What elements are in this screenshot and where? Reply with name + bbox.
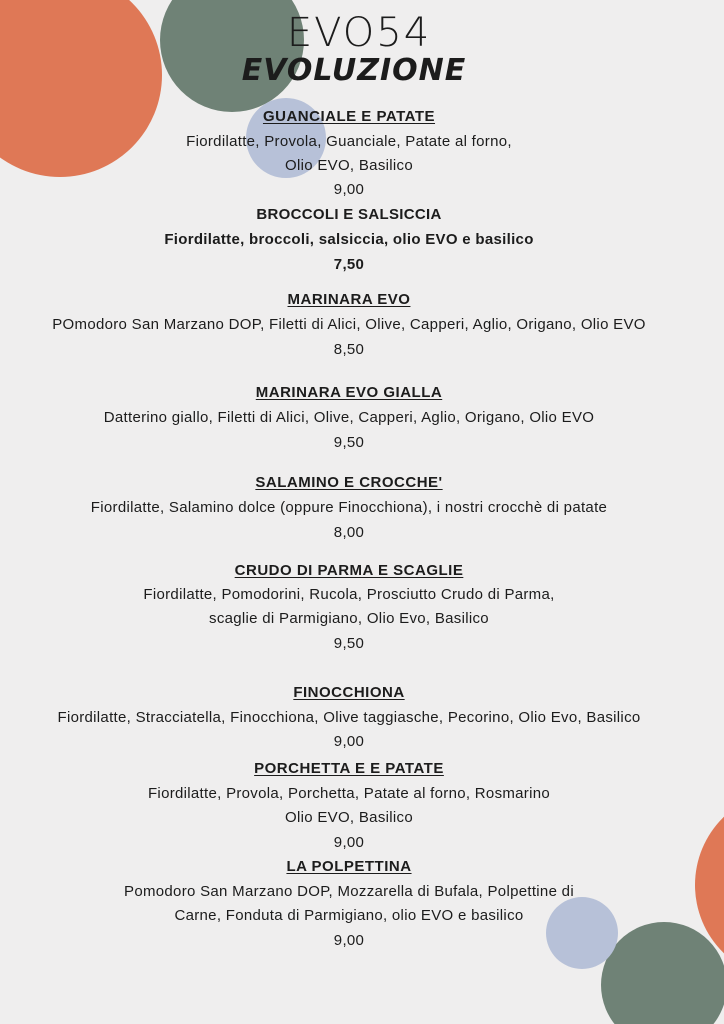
item-description: Fiordilatte, Provola, Guanciale, Patate al forno, bbox=[186, 133, 512, 150]
item-title: FINOCCHIONA bbox=[293, 684, 405, 701]
item-price: 9,00 bbox=[333, 733, 365, 750]
item-price: 7,50 bbox=[333, 256, 365, 273]
item-description: Olio EVO, Basilico bbox=[285, 809, 413, 826]
item-description: Pomodoro San Marzano DOP, Mozzarella di Bufala, Polpettine di bbox=[124, 883, 574, 900]
item-title: BROCCOLI E SALSICCIA bbox=[256, 206, 442, 223]
item-price: 8,00 bbox=[333, 524, 365, 541]
item-price: 9,00 bbox=[333, 834, 365, 851]
item-title: GUANCIALE E PATATE bbox=[262, 108, 436, 125]
item-price: 9,00 bbox=[333, 932, 365, 949]
item-description: Fiordilatte, Provola, Porchetta, Patate al forno, Rosmarino bbox=[147, 785, 551, 802]
item-description: Datterino giallo, Filetti di Alici, Olive, Capperi, Aglio, Origano, Olio EVO bbox=[103, 409, 595, 426]
logo: EVO54 bbox=[286, 10, 432, 56]
item-price: 9,50 bbox=[333, 434, 365, 451]
item-title: CRUDO DI PARMA E SCAGLIE bbox=[234, 562, 464, 579]
item-price: 9,50 bbox=[333, 635, 365, 652]
item-description: Fiordilatte, Stracciatella, Finocchiona, Olive taggiasche, Pecorino, Olio Evo, Basilico bbox=[57, 709, 641, 726]
item-description: POmodoro San Marzano DOP, Filetti di Alici, Olive, Capperi, Aglio, Origano, Olio EVO bbox=[52, 316, 646, 333]
item-price: 8,50 bbox=[333, 341, 365, 358]
item-title: SALAMINO E CROCCHE' bbox=[255, 474, 443, 491]
item-title: PORCHETTA E E PATATE bbox=[254, 760, 444, 777]
item-price: 9,00 bbox=[333, 181, 365, 198]
item-description: Fiordilatte, Pomodorini, Rucola, Prosciutto Crudo di Parma, bbox=[143, 586, 555, 603]
item-description: Carne, Fonduta di Parmigiano, olio EVO e basilico bbox=[174, 907, 524, 924]
item-description: Fiordilatte, Salamino dolce (oppure Finocchiona), i nostri crocchè di patate bbox=[90, 499, 608, 516]
item-title: LA POLPETTINA bbox=[286, 858, 412, 875]
item-title: MARINARA EVO GIALLA bbox=[255, 384, 443, 401]
item-title: MARINARA EVO bbox=[287, 291, 411, 308]
item-description: Olio EVO, Basilico bbox=[285, 157, 413, 174]
subtitle: EVOLUZIONE bbox=[241, 53, 467, 88]
item-description: Fiordilatte, broccoli, salsiccia, olio EVO e basilico bbox=[164, 231, 534, 248]
item-description: scaglie di Parmigiano, Olio Evo, Basilico bbox=[209, 610, 489, 627]
